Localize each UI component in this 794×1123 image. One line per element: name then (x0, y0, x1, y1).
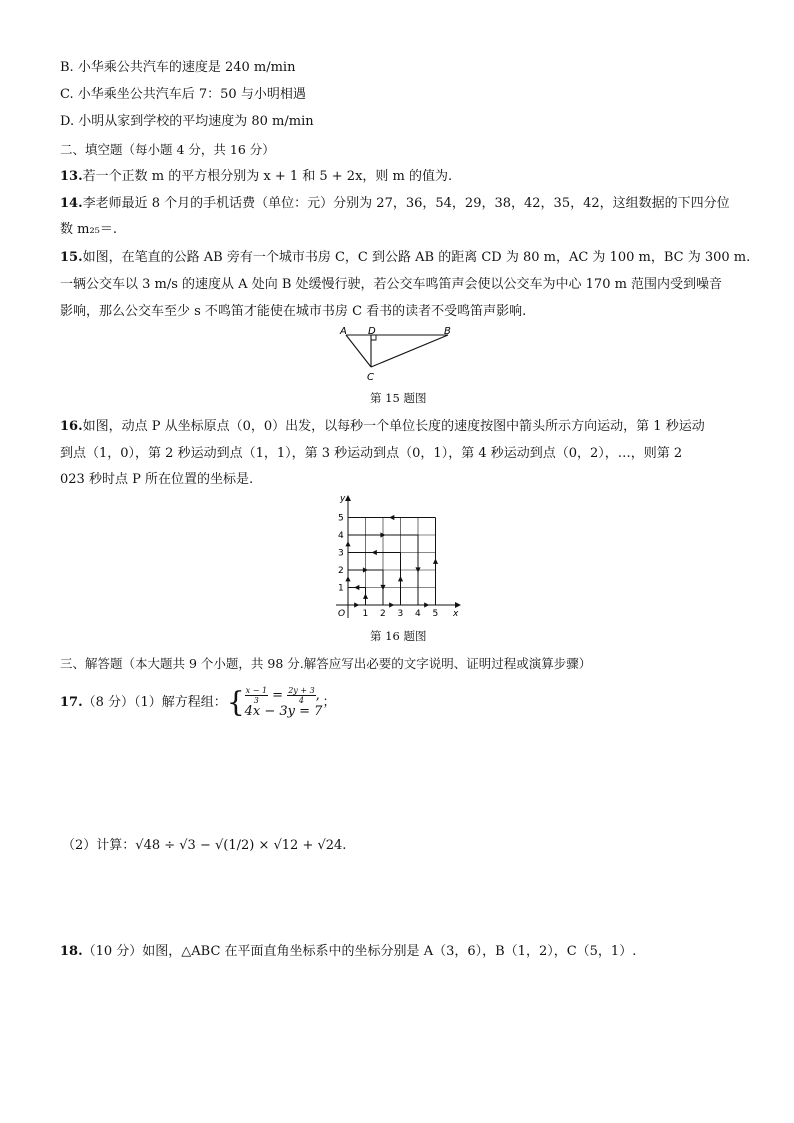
direction-arrow-icon (433, 559, 438, 564)
y-tick-label: 1 (338, 583, 344, 594)
direction-arrow-icon (389, 515, 394, 520)
question-text: 如图，动点 P 从坐标原点（0，0）出发，以每秒一个单位长度的速度按图中箭头所示方向运动，第 1 秒运动 (82, 419, 705, 434)
section-3-title: 三、解答题（本大题共 9 个小题，共 98 分.解答应写出必要的文字说明、证明过程或演算步骤） (60, 656, 592, 671)
question-number: 18. (60, 944, 83, 959)
direction-arrow-icon (363, 594, 368, 599)
x-tick-label: 1 (362, 609, 369, 619)
origin-label: O (338, 609, 346, 619)
question-16-line3: 023 秒时点 P 所在位置的坐标是. (60, 472, 254, 487)
direction-arrow-icon (354, 585, 359, 590)
fraction-left: $\frac{x - 1}{3}$ (245, 686, 268, 705)
system-brace: { (226, 685, 245, 719)
question-text: 若一个正数 m 的平方根分别为 x + 1 和 5 + 2x，则 m 的值为. (82, 169, 453, 184)
question-16-line1 (60, 419, 705, 435)
question-number: 14. (60, 196, 83, 211)
x-tick-label: 2 (380, 609, 386, 619)
equation-2: 4x − 3y = 7 (244, 704, 323, 719)
y-tick-label: 4 (338, 531, 344, 541)
y-tick-label: 2 (338, 566, 344, 576)
question-prefix: （2）计算： (62, 838, 136, 853)
x-tick-labels (363, 609, 439, 619)
figure-16-caption: 第 16 题图 (370, 629, 427, 643)
label-d: D (368, 326, 376, 337)
y-tick-label: 5 (338, 513, 344, 524)
label-b: B (444, 326, 451, 337)
label-c: C (367, 372, 374, 383)
direction-arrow-icon (398, 576, 403, 581)
question-text: 如图，在笔直的公路 AB 旁有一个城市书房 C，C 到公路 AB 的距离 CD 为 80 m，AC 为 100 m，BC 为 300 m. (82, 250, 751, 265)
motion-path (345, 515, 438, 608)
option-b: B. 小华乘公共汽车的速度是 240 m/min (60, 60, 296, 75)
question-15-line1 (60, 250, 750, 266)
grid-lines (348, 518, 436, 606)
figure-16 (326, 492, 466, 624)
figure-15-caption: 第 15 题图 (370, 391, 427, 405)
option-c: C. 小华乘坐公共汽车后 7：50 与小明相遇 (60, 87, 306, 102)
question-16-line2: 到点（1，0），第 2 秒运动到点（1，1），第 3 秒运动到点（0，1），第 4 秒运动到点（0，2），…，则第 2 (60, 446, 683, 461)
question-18 (60, 944, 636, 960)
y-axis-label: y (340, 494, 346, 504)
segment-ac (346, 335, 371, 367)
question-15-line2: 一辆公交车以 3 m/s 的速度从 A 处向 B 处缓慢行驶，若公交车鸣笛声会使以公交车为中心 170 m 范围内受到噪音 (60, 277, 723, 292)
equation-system (245, 686, 323, 719)
option-d: D. 小明从家到学校的平均速度为 80 m/min (60, 114, 314, 129)
fraction-right: $\frac{2y + 3}{4}$ (288, 686, 315, 705)
direction-arrow-icon (372, 550, 377, 555)
x-tick-label: 5 (432, 609, 439, 619)
figure-15 (336, 326, 460, 386)
question-17-part1: 17.（8 分）（1）解方程组：{ $\frac{x - 1}{3}$ = $\frac{2y + 3}{4}$ , 4x − 3y = 7 ； (60, 685, 336, 719)
question-number: 17. (60, 695, 83, 710)
y-tick-labels (338, 514, 344, 594)
y-tick-label: 3 (338, 548, 344, 559)
x-tick-label: 4 (415, 609, 421, 619)
question-13 (60, 169, 452, 185)
question-number: 13. (60, 169, 83, 184)
question-14-line2: 数 m₂₅＝. (60, 222, 118, 237)
label-a: A (340, 326, 347, 337)
calc-expression: √48 ÷ √3 − √(1/2) × √12 + √24. (135, 838, 347, 853)
segment-bc (371, 335, 448, 367)
question-text: （10 分）如图，△ABC 在平面直角坐标系中的坐标分别是 A（3，6），B（1，2），C（5，1）. (82, 944, 637, 959)
question-number: 15. (60, 250, 83, 265)
question-17-part2 (62, 838, 346, 854)
question-14-line1 (60, 196, 730, 212)
x-tick-label: 3 (397, 609, 404, 619)
question-number: 16. (60, 419, 83, 434)
section-2-title: 二、填空题（每小题 4 分，共 16 分） (60, 142, 275, 157)
question-text: 李老师最近 8 个月的手机话费（单位：元）分别为 27，36，54，29，38，42，35，42，这组数据的下四分位 (82, 196, 730, 211)
question-prefix: （8 分）（1）解方程组： (82, 695, 227, 710)
x-axis-label: x (453, 609, 459, 619)
question-15-line3: 影响，那么公交车至少 s 不鸣笛才能使在城市书房 C 看书的读者不受鸣笛声影响. (60, 304, 527, 319)
equation-1: $\frac{x - 1}{3}$ = $\frac{2y + 3}{4}$ , (245, 686, 320, 705)
